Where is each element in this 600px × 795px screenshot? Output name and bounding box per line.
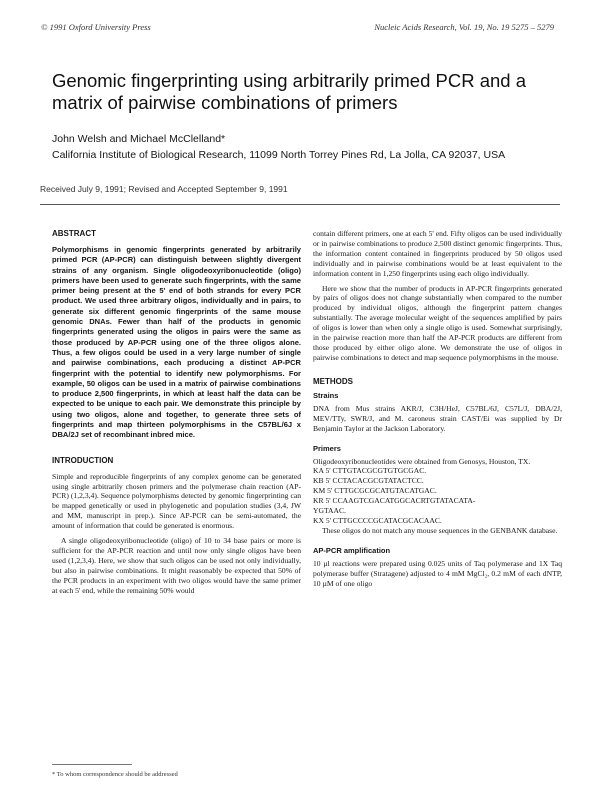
journal-copyright: © 1991 Oxford University Press xyxy=(41,22,151,32)
primer-sequence: KX 5' CTTGCCCCGCATACGCACAAC. xyxy=(313,515,442,525)
appcr-subheading: AP-PCR amplification xyxy=(313,545,391,555)
primers-note: These oligos do not match any mouse sequences in the GENBANK database. xyxy=(322,525,558,535)
abstract-text: Polymorphisms in genomic fingerprints generated by arbitrarily primed PCR (AP-PCR) can distinguish between slightly divergent strains of any organism. Single oligodeoxyribonucleotide (oligo) primers have been used to generate such fingerprints, with the same primer being present at the 5' end of both strands for every PCR product. We used three arbitrary oligos, individually and in pairs, to generate six different genomic fingerprints of the same mouse genomic DNAs. Fewer than half of the products in genomic fingerprints generated using the oligos in pairs were the same as those produced by AP-PCR using one of the three oligos alone. Thus, a few oligos could be used in a very large number of single and pairwise combinations, each producing a distinct AP-PCR fingerprint with the potential to identify new polymorphisms. For example, 50 oligos can be used in a matrix of pairwise combinations to produce 2,500 fingerprints, in which at least half the data can be expected to be unique to each pair. We demonstrate this principle by using two oligos, alone and together, to generate three sets of fingerprints and map thirteen polymorphisms in the C57BL/6J x DBA/2J set of recombinant inbred mice. xyxy=(52,245,301,440)
strains-subheading: Strains xyxy=(313,390,339,400)
body-paragraph: contain different primers, one at each 5' end. Fifty oligos can be used individually or in pairwise combinations to produce 2,500 distinct genomic fingerprints. Thus, the information content contained in fingerprints produced by 50 oligos used individually and in pairwise combinations would be at least equivalent to the information content in 1,250 fingerprints using each oligo individually. xyxy=(313,229,562,278)
received-dates: Received July 9, 1991; Revised and Accepted September 9, 1991 xyxy=(40,184,288,194)
primer-sequence: KM 5' CTTGCGCGCATGTACATGAC. xyxy=(313,486,437,496)
primers-subheading: Primers xyxy=(313,443,341,453)
primer-sequence: YGTAAC. xyxy=(313,506,346,516)
footnote: * To whom correspondence should be addressed xyxy=(52,771,178,778)
introduction-heading: INTRODUCTION xyxy=(52,455,114,465)
introduction-paragraph: Simple and reproducible fingerprints of any complex genome can be generated using single arbitrarily chosen primers and the polymerase chain reaction (AP-PCR) (1,2,3,4). Sequence polymorphisms detected by genomic fingerprinting can be mapped genetically or used in phylogenetic and population studies (3,4, JW and MM, manuscript in prep.). Since AP-PCR can be semi-automated, the amount of information that could be generated is enormous. xyxy=(52,471,301,531)
primers-text: Oligodeoxyribonucleotides were obtained from Genosys, Houston, TX. xyxy=(313,456,531,466)
journal-citation: Nucleic Acids Research, Vol. 19, No. 19 5275 – 5279 xyxy=(374,22,554,32)
paper-title: Genomic fingerprinting using arbitrarily primed PCR and a matrix of pairwise combinations of primers xyxy=(52,70,527,113)
authors: John Welsh and Michael McClelland* xyxy=(52,133,226,145)
left-column xyxy=(52,229,301,596)
divider-top xyxy=(40,204,560,205)
footnote-rule xyxy=(52,764,132,765)
primer-sequence: KA 5' CTTGTACGCGTGTGCGAC. xyxy=(313,466,427,476)
body-paragraph: Here we show that the number of products in AP-PCR fingerprints generated by pairs of oligos does not change substantially when compared to the number produced by individual oligos, although the fingerprint pattern changes substantially. The average molecular weight of the sequences amplified by pairs of oligos is lower than when only a single oligo is used. Somewhat surprisingly, in the pairwise reaction more than half the AP-PCR products are different from those produced by either oligo alone. We demonstrate the use of oligos in pairwise combinations to detect and map sequence polymorphisms in the mouse. xyxy=(313,283,562,362)
introduction-paragraph: A single oligodeoxyribonucleotide (oligo) of 10 to 34 base pairs or more is sufficient for the AP-PCR reaction and until now only single oligos have been used (1,2,3,4). Here, we show that such oligos can be used not only individually, but also in pairwise combinations. It might reasonably be expected that 50% of the PCR products in an experiment with two oligos would have the same primer at each 5' end, while the remaining 50% would xyxy=(52,536,301,595)
primer-sequence: KR 5' CCAAGTCGACATGGCACRTGTATACATA- xyxy=(313,496,476,506)
primer-sequence: KB 5' CCTACACGCGTATACTCC. xyxy=(313,476,424,486)
strains-text: DNA from Mus strains AKR/J, C3H/HeJ, C57BL/6J, C57L/J, DBA/2J, MEV/TTy, SWR/J, and M. caroneus strain CAST/Ei was supplied by Dr Benjamin Taylor at the Jackson Laboratory. xyxy=(313,403,562,433)
appcr-text: 10 µl reactions were prepared using 0.025 units of Taq polymerase and 1X Taq polymerase buffer (Stratagene) adjusted to 4 mM MgCl₂, 0.2 mM of each dNTP, 10 µM of one oligo xyxy=(313,558,562,588)
affiliation: California Institute of Biological Research, 11099 North Torrey Pines Rd, La Jolla, CA 92037, USA xyxy=(52,149,506,161)
right-column xyxy=(313,229,562,588)
methods-heading: METHODS xyxy=(313,376,353,386)
abstract-heading: ABSTRACT xyxy=(52,229,96,238)
